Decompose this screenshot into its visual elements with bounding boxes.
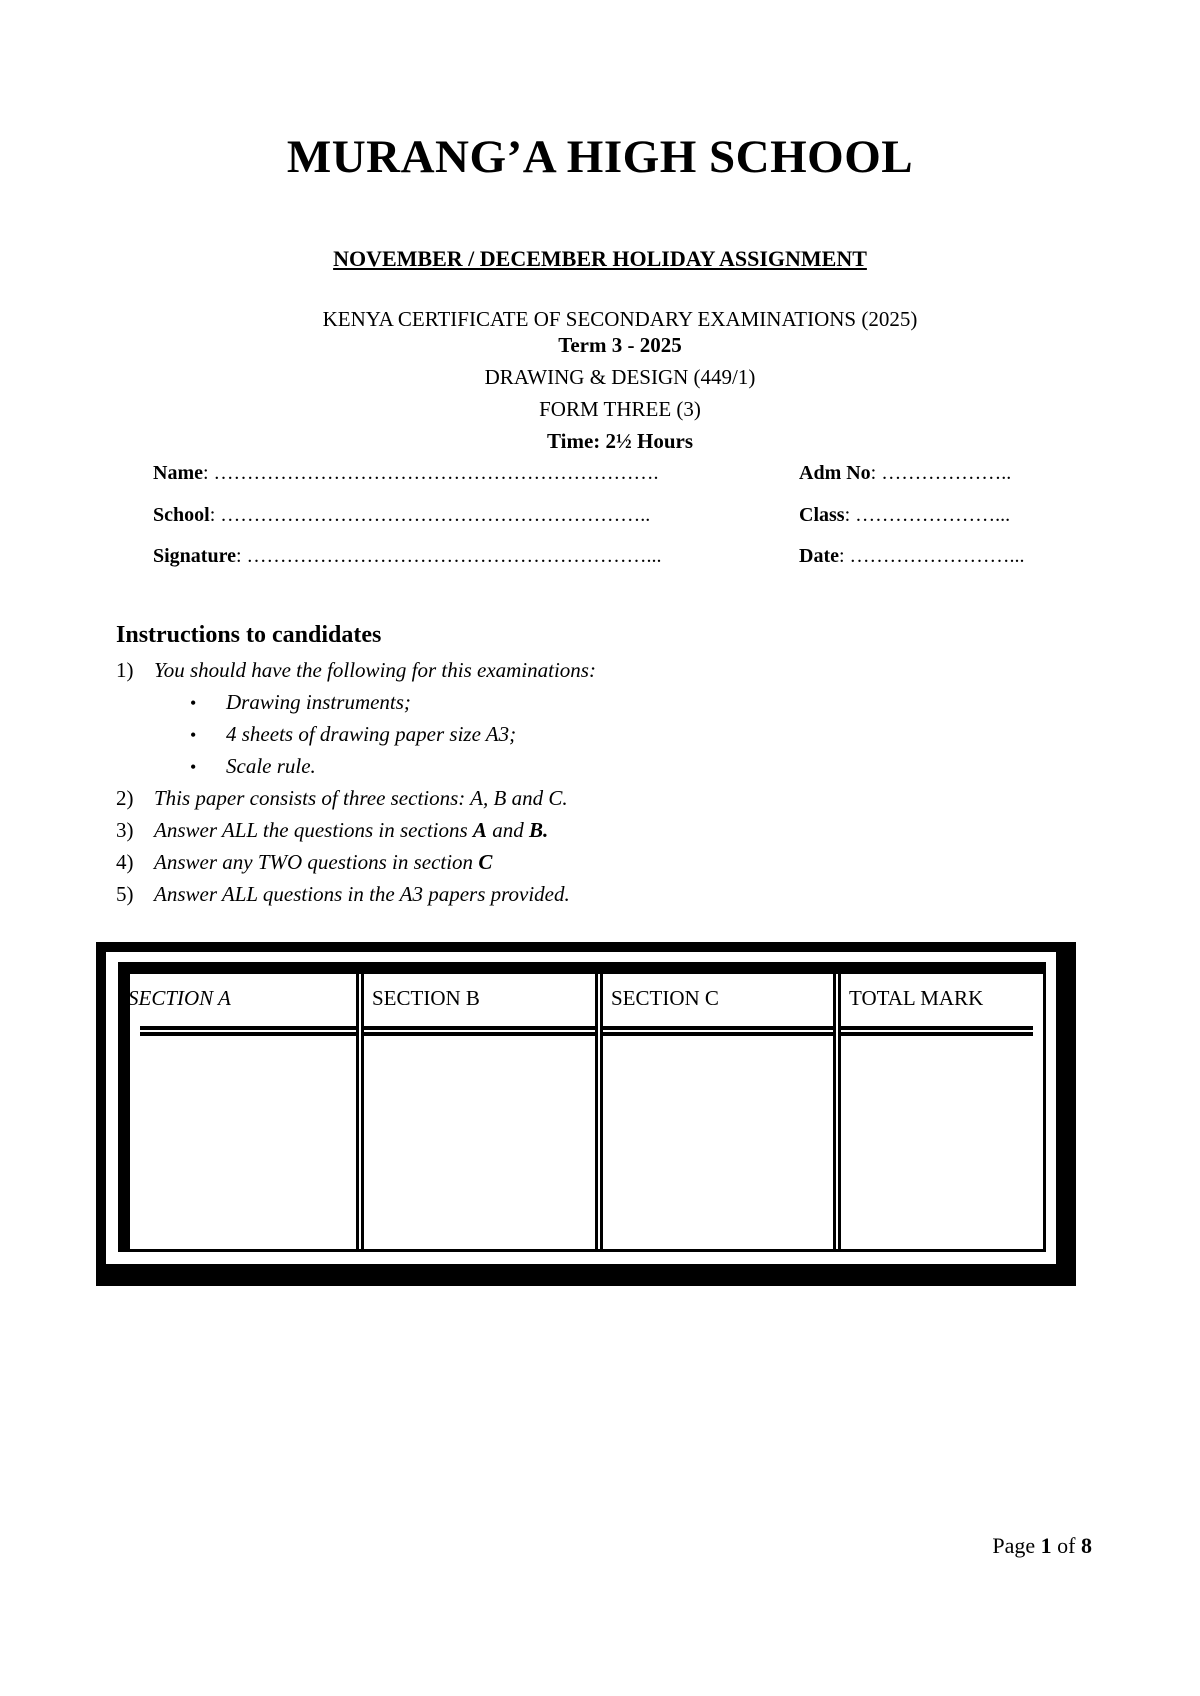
instruction-number: 4) — [116, 850, 134, 874]
column-divider — [595, 974, 603, 1249]
instruction-bold: . — [542, 818, 549, 842]
form-line: FORM THREE (3) — [539, 397, 701, 421]
exam-title: KENYA CERTIFICATE OF SECONDARY EXAMINATIONS (2025) — [322, 307, 918, 331]
instruction-number: 2) — [116, 786, 134, 810]
column-divider — [356, 974, 364, 1249]
bullet-item — [190, 722, 516, 747]
header-total-mark: TOTAL MARK — [849, 986, 984, 1010]
instruction-text: This paper consists of three sections: A, B and C. — [154, 786, 568, 810]
class-dots: : …………………... — [844, 504, 1011, 526]
school-title: MURANG’A HIGH SCHOOL — [286, 131, 914, 183]
instruction-bold: B — [528, 818, 543, 842]
instruction-item — [116, 850, 492, 875]
bullet-text: Drawing instruments; — [226, 690, 411, 714]
bullet-text: Scale rule. — [226, 754, 316, 778]
class-label: Class — [799, 504, 845, 526]
name-field[interactable] — [153, 462, 659, 485]
instructions-heading: Instructions to candidates — [116, 622, 382, 648]
score-table-frame — [106, 952, 1056, 1264]
class-field[interactable] — [799, 504, 1010, 527]
time-line: Time: 2½ Hours — [546, 429, 694, 453]
adm-no-label: Adm No — [799, 462, 871, 484]
bullet-icon: • — [190, 757, 197, 777]
signature-field[interactable] — [153, 545, 662, 568]
date-dots: : ……………………... — [838, 545, 1025, 567]
score-table — [96, 942, 1076, 1286]
score-table-body — [118, 962, 1046, 1252]
bullet-icon: • — [190, 725, 197, 745]
assignment-title: NOVEMBER / DECEMBER HOLIDAY ASSIGNMENT — [333, 246, 867, 271]
instruction-text: and — [486, 818, 529, 842]
instruction-item — [116, 818, 548, 843]
signature-dots: : ……………………………………………………... — [235, 545, 662, 567]
school-label: School — [153, 504, 210, 526]
instruction-item — [116, 658, 596, 683]
subject-line: DRAWING & DESIGN (449/1) — [484, 365, 756, 389]
instruction-bold: A — [472, 818, 487, 842]
instruction-text: Answer any TWO questions in section — [154, 850, 479, 874]
page-footer — [992, 1533, 1092, 1559]
bullet-item — [190, 754, 316, 779]
signature-label: Signature — [153, 545, 236, 567]
bullet-icon: • — [190, 693, 197, 713]
term-line: Term 3 - 2025 — [558, 333, 682, 357]
page-total: 8 — [1081, 1533, 1092, 1558]
instruction-text: Answer ALL the questions in sections — [154, 818, 473, 842]
column-divider — [833, 974, 841, 1249]
bullet-text: 4 sheets of drawing paper size A3; — [226, 722, 517, 746]
instruction-item — [116, 786, 568, 811]
header-section-b: SECTION B — [372, 986, 480, 1010]
instruction-text: Answer ALL questions in the A3 papers provided. — [154, 882, 570, 906]
page-number: 1 — [1040, 1533, 1052, 1558]
instruction-bold: C — [478, 850, 493, 874]
adm-no-field[interactable] — [799, 462, 1011, 485]
bullet-item — [190, 690, 411, 715]
header-section-a: SECTION A — [128, 986, 231, 1010]
instruction-number: 1) — [116, 658, 134, 682]
instruction-number: 5) — [116, 882, 134, 906]
instruction-number: 3) — [116, 818, 134, 842]
school-dots: : ……………………………………………………….. — [209, 504, 651, 526]
date-field[interactable] — [799, 545, 1025, 568]
school-field[interactable] — [153, 504, 650, 527]
adm-no-dots: : ……………….. — [870, 462, 1012, 484]
header-section-c: SECTION C — [611, 986, 719, 1010]
header-rule — [140, 1026, 1033, 1036]
instruction-item — [116, 882, 570, 907]
name-dots: : …………………………………………………………. — [202, 462, 659, 484]
page-label: Page — [992, 1533, 1041, 1558]
date-label: Date — [799, 545, 839, 567]
instruction-text: You should have the following for this examinations: — [154, 658, 596, 682]
name-label: Name — [153, 462, 203, 484]
of-label: of — [1051, 1533, 1081, 1558]
